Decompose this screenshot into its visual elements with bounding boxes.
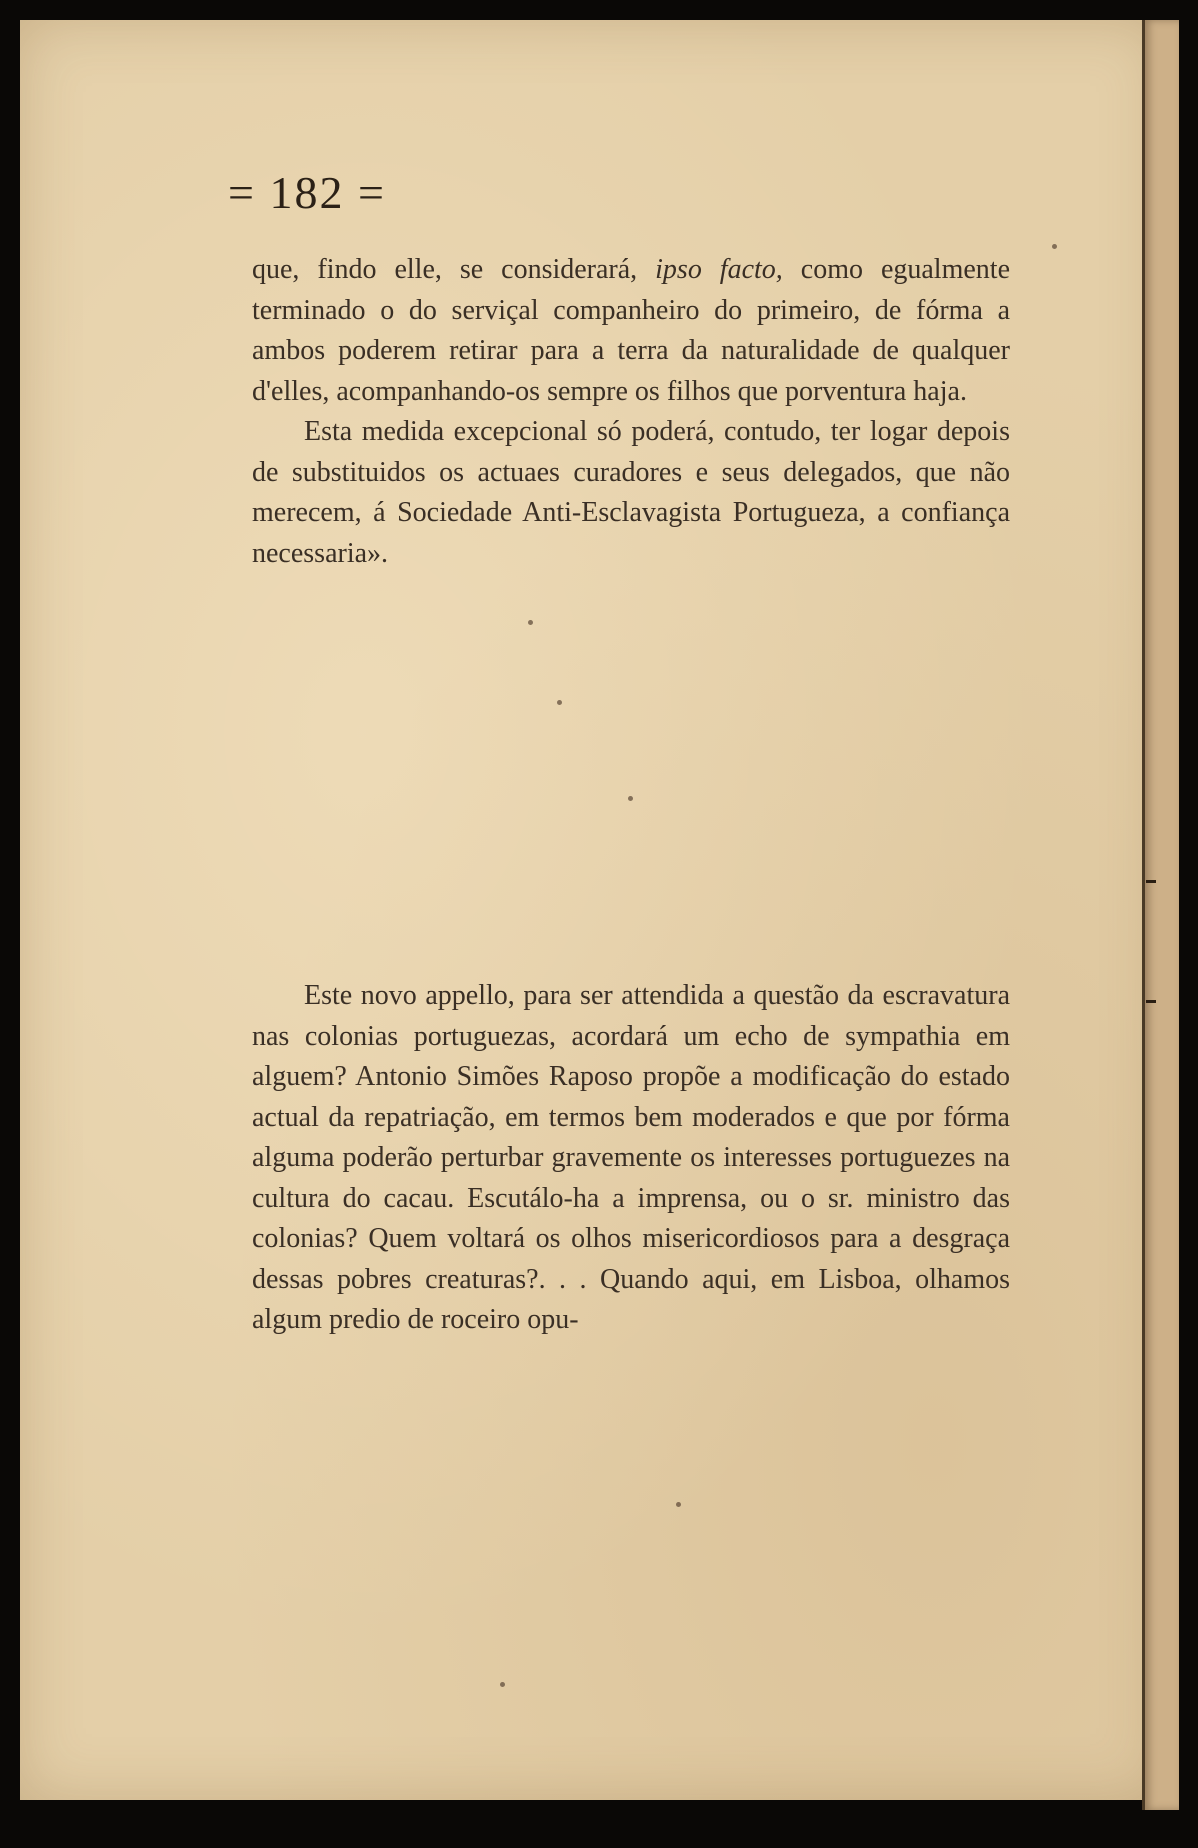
text-span: como egualmente terminado o do serviçal companheiro do primeiro, de fórma a ambos poderem retirar para a terra da naturalidade de qualquer d'elles, acompanhando-os sempre os filhos que porventura haja. xyxy=(252,254,1010,407)
ink-speck xyxy=(1052,244,1057,249)
ink-speck xyxy=(528,620,533,625)
ink-speck xyxy=(500,1682,505,1687)
ink-speck xyxy=(676,1502,681,1507)
text-span: que, findo elle, se considerará, xyxy=(252,254,656,285)
text-block-top xyxy=(252,250,1010,574)
text-block-bottom xyxy=(252,976,1010,1341)
page-number: = 182 = xyxy=(228,167,386,218)
ink-speck xyxy=(557,700,562,705)
edge-mark xyxy=(1146,1000,1156,1003)
paragraph: Este novo appello, para ser attendida a questão da escravatura nas colonias portuguezas, acordará um echo de sympathia em alguem? Antonio Simões Raposo propõe a modificação do estado actual da repatriação, em termos bem moderados e que por fórma alguma poderão perturbar gravemente os interesses portuguezes na cultura do cacau. Escutálo-ha a imprensa, ou o sr. ministro das colonias? Quem voltará os olhos misericordiosos para a desgraça dessas pobres creaturas?. . . Quando aqui, em Lisboa, olhamos algum predio de roceiro opu- xyxy=(252,980,1010,1335)
edge-mark xyxy=(1146,880,1156,883)
page-edge xyxy=(1142,20,1179,1810)
paragraph: Esta medida excepcional só poderá, contudo, ter logar depois de substituidos os actuaes curadores e seus delegados, que não merecem, á Sociedade Anti-Esclavagista Portugueza, a confiança necessaria». xyxy=(252,416,1010,569)
ink-speck xyxy=(628,796,633,801)
italic-phrase: ipso facto, xyxy=(655,254,783,285)
paragraph xyxy=(252,250,1010,412)
